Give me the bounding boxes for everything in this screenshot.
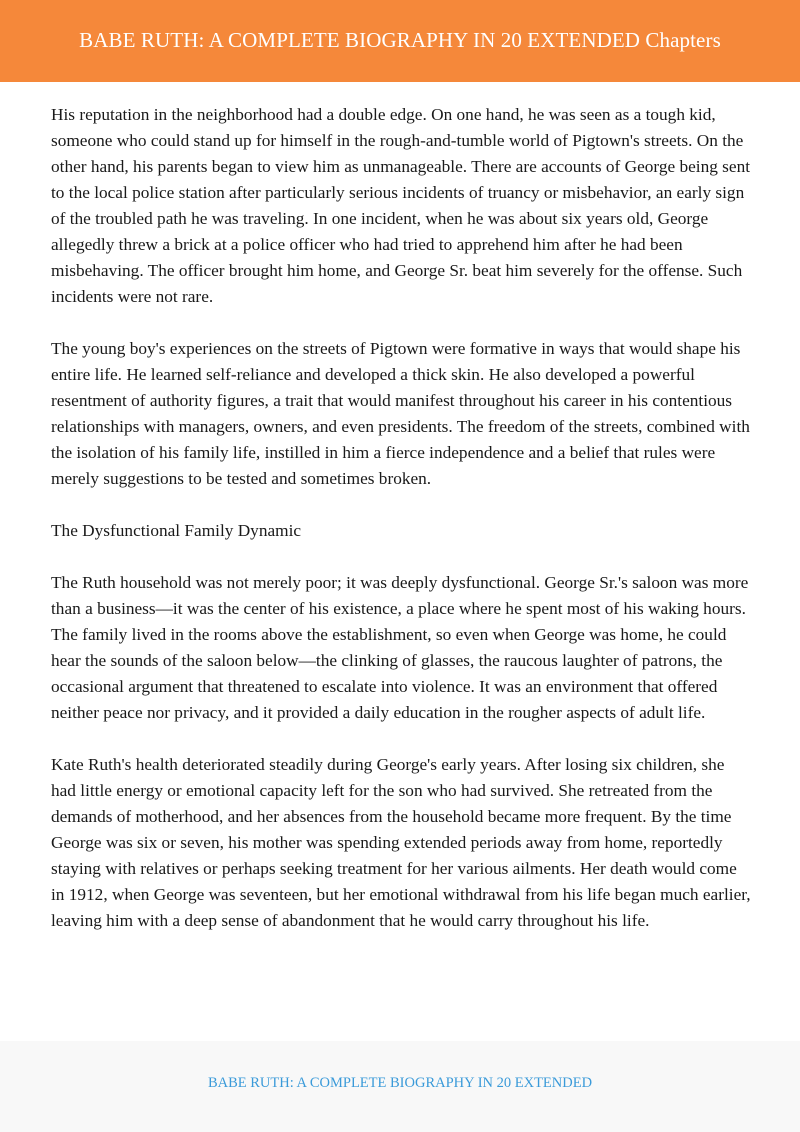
section-heading: The Dysfunctional Family Dynamic xyxy=(51,521,302,540)
header-title: BABE RUTH: A COMPLETE BIOGRAPHY IN 20 EXTENDED Chapters xyxy=(79,27,721,52)
body-paragraph: Kate Ruth's health deteriorated steadily during George's early years. After losing six children, she had little energy or emotional capacity left for the son who had survived. She retreated from the demands of motherhood, and her absences from the household became more frequent. By the time George was six or seven, his mother was spending extended periods away from home, reportedly staying with relatives or perhaps seeking treatment for her various ailments. Her death would come in 1912, when George was seventeen, but her emotional withdrawal from his life began much earlier, leaving him with a deep sense of abandonment that he would carry throughout his life. xyxy=(51,755,751,930)
page-footer xyxy=(0,1041,800,1132)
footer-title: BABE RUTH: A COMPLETE BIOGRAPHY IN 20 EXTENDED xyxy=(207,1075,593,1091)
body-paragraph: His reputation in the neighborhood had a double edge. On one hand, he was seen as a tough kid, someone who could stand up for himself in the rough-and-tumble world of Pigtown's streets. On the other hand, his parents began to view him as unmanageable. There are accounts of George being sent to the local police station after particularly serious incidents of truancy or misbehavior, an early sign of the troubled path he was traveling. In one incident, when he was about six years old, George allegedly threw a brick at a police officer who had tried to apprehend him after he had been misbehaving. The officer brought him home, and George Sr. beat him severely for the offense. Such incidents were not rare. xyxy=(51,105,751,306)
body-paragraph: The Ruth household was not merely poor; it was deeply dysfunctional. George Sr.'s saloon was more than a business—it was the center of his existence, a place where he spent most of his waking hours. The family lived in the rooms above the establishment, so even when George was home, he could hear the sounds of the saloon below—the clinking of glasses, the raucous laughter of patrons, the occasional argument that threatened to escalate into violence. It was an environment that offered neither peace nor privacy, and it provided a daily education in the rougher aspects of adult life. xyxy=(51,573,749,722)
page-header xyxy=(0,0,800,82)
document-body xyxy=(51,102,751,960)
body-paragraph: The young boy's experiences on the streets of Pigtown were formative in ways that would shape his entire life. He learned self-reliance and developed a thick skin. He also developed a powerful resentment of authority figures, a trait that would manifest throughout his career in his contentious relationships with managers, owners, and even presidents. The freedom of the streets, combined with the isolation of his family life, instilled in him a fierce independence and a belief that rules were merely suggestions to be tested and sometimes broken. xyxy=(51,339,750,488)
